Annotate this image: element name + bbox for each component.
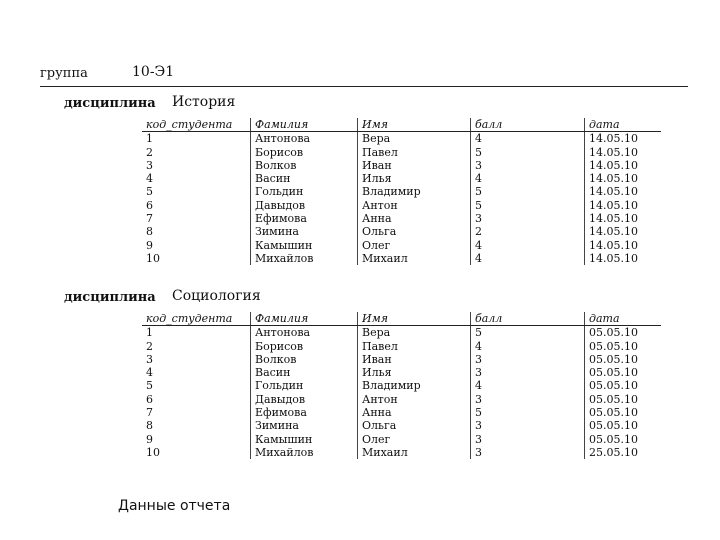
- table-row: [142, 146, 661, 159]
- discipline-value: История: [172, 94, 236, 110]
- cell-student-id: 5: [142, 185, 251, 198]
- cell-score: 2: [471, 225, 585, 238]
- cell-student-id: 4: [142, 366, 251, 379]
- cell-score: 3: [471, 433, 585, 446]
- cell-first-name: Олег: [358, 239, 471, 252]
- cell-first-name: Антон: [358, 393, 471, 406]
- cell-student-id: 8: [142, 419, 251, 432]
- column-header-first-name: Имя: [358, 118, 471, 132]
- cell-last-name: Антонова: [251, 326, 358, 340]
- cell-date: 14.05.10: [589, 212, 638, 226]
- cell-student-id: 10: [142, 446, 251, 459]
- cell-last-name: Давыдов: [251, 199, 358, 212]
- cell-score: 5: [471, 185, 585, 198]
- cell-first-name: Павел: [358, 146, 471, 159]
- cell-date: 05.05.10: [589, 379, 638, 393]
- cell-first-name: Антон: [358, 199, 471, 212]
- discipline-label: дисциплина: [64, 290, 156, 305]
- cell-student-id: 3: [142, 159, 251, 172]
- cell-student-id: 2: [142, 146, 251, 159]
- discipline-label: дисциплина: [64, 96, 156, 111]
- cell-score: 3: [471, 446, 585, 459]
- cell-first-name: Владимир: [358, 185, 471, 198]
- table-row: [142, 446, 661, 459]
- cell-last-name: Ефимова: [251, 406, 358, 419]
- cell-date: 14.05.10: [589, 198, 638, 212]
- discipline-value: Социология: [172, 288, 261, 304]
- cell-first-name: Павел: [358, 340, 471, 353]
- table-row: [142, 225, 661, 238]
- cell-date: 14.05.10: [589, 185, 638, 199]
- table-header-row: [142, 312, 661, 326]
- cell-date: 25.05.10: [589, 445, 638, 459]
- table-row: [142, 433, 661, 446]
- cell-date: 14.05.10: [589, 145, 638, 159]
- table-row: [142, 185, 661, 198]
- cell-first-name: Ольга: [358, 225, 471, 238]
- group-label: группа: [40, 66, 88, 81]
- grades-table: [142, 118, 661, 265]
- cell-date: 14.05.10: [589, 225, 638, 239]
- table-header-row: [142, 118, 661, 132]
- cell-score: 4: [471, 132, 585, 146]
- cell-first-name: Владимир: [358, 379, 471, 392]
- table-row: [142, 393, 661, 406]
- cell-date: 05.05.10: [589, 326, 638, 340]
- cell-last-name: Зимина: [251, 225, 358, 238]
- cell-last-name: Васин: [251, 366, 358, 379]
- cell-student-id: 3: [142, 353, 251, 366]
- cell-student-id: 7: [142, 406, 251, 419]
- cell-student-id: 2: [142, 340, 251, 353]
- cell-first-name: Вера: [358, 326, 471, 340]
- cell-first-name: Вера: [358, 132, 471, 146]
- cell-first-name: Иван: [358, 159, 471, 172]
- cell-score: 3: [471, 419, 585, 432]
- cell-date: 14.05.10: [589, 132, 638, 146]
- cell-last-name: Гольдин: [251, 379, 358, 392]
- table-row: [142, 132, 661, 146]
- cell-first-name: Иван: [358, 353, 471, 366]
- cell-first-name: Илья: [358, 366, 471, 379]
- column-header-date: дата: [585, 118, 662, 132]
- cell-date: 05.05.10: [589, 406, 638, 420]
- cell-score: 5: [471, 326, 585, 340]
- table-row: [142, 379, 661, 392]
- column-header-first-name: Имя: [358, 312, 471, 326]
- column-header-score: балл: [471, 118, 585, 132]
- cell-student-id: 10: [142, 252, 251, 265]
- cell-last-name: Камышин: [251, 433, 358, 446]
- cell-first-name: Ольга: [358, 419, 471, 432]
- cell-score: 3: [471, 353, 585, 366]
- cell-student-id: 4: [142, 172, 251, 185]
- cell-student-id: 6: [142, 393, 251, 406]
- cell-student-id: 9: [142, 433, 251, 446]
- column-header-student-id: код_студента: [142, 118, 251, 132]
- cell-last-name: Волков: [251, 159, 358, 172]
- cell-date: 05.05.10: [589, 419, 638, 433]
- cell-student-id: 9: [142, 239, 251, 252]
- table-row: [142, 419, 661, 432]
- cell-first-name: Михаил: [358, 446, 471, 459]
- cell-date: 14.05.10: [589, 158, 638, 172]
- table-row: [142, 406, 661, 419]
- cell-last-name: Борисов: [251, 146, 358, 159]
- cell-last-name: Михайлов: [251, 252, 358, 265]
- cell-last-name: Антонова: [251, 132, 358, 146]
- cell-date: 14.05.10: [589, 251, 638, 265]
- cell-first-name: Олег: [358, 433, 471, 446]
- table-row: [142, 212, 661, 225]
- cell-last-name: Ефимова: [251, 212, 358, 225]
- table-row: [142, 252, 661, 265]
- group-value: 10-Э1: [132, 64, 175, 80]
- cell-student-id: 7: [142, 212, 251, 225]
- cell-score: 5: [471, 146, 585, 159]
- cell-date: 14.05.10: [589, 172, 638, 186]
- table-row: [142, 366, 661, 379]
- table-row: [142, 340, 661, 353]
- cell-date: 05.05.10: [589, 392, 638, 406]
- cell-score: 4: [471, 239, 585, 252]
- cell-first-name: Михаил: [358, 252, 471, 265]
- cell-first-name: Анна: [358, 212, 471, 225]
- cell-student-id: 6: [142, 199, 251, 212]
- cell-date: 05.05.10: [589, 366, 638, 380]
- cell-first-name: Анна: [358, 406, 471, 419]
- cell-date: 05.05.10: [589, 339, 638, 353]
- cell-date: 05.05.10: [589, 352, 638, 366]
- cell-last-name: Камышин: [251, 239, 358, 252]
- cell-score: 4: [471, 252, 585, 265]
- column-header-score: балл: [471, 312, 585, 326]
- cell-date: 14.05.10: [589, 238, 638, 252]
- table-row: [142, 326, 661, 340]
- cell-date: 05.05.10: [589, 432, 638, 446]
- cell-score: 3: [471, 393, 585, 406]
- column-header-student-id: код_студента: [142, 312, 251, 326]
- cell-last-name: Гольдин: [251, 185, 358, 198]
- table-row: [142, 159, 661, 172]
- column-header-last-name: Фамилия: [251, 118, 358, 132]
- cell-student-id: 5: [142, 379, 251, 392]
- cell-score: 3: [471, 366, 585, 379]
- cell-student-id: 8: [142, 225, 251, 238]
- grades-table: [142, 312, 661, 459]
- cell-first-name: Илья: [358, 172, 471, 185]
- cell-score: 3: [471, 159, 585, 172]
- group-header: [40, 64, 688, 87]
- cell-score: 4: [471, 379, 585, 392]
- cell-last-name: Волков: [251, 353, 358, 366]
- cell-last-name: Давыдов: [251, 393, 358, 406]
- cell-score: 3: [471, 212, 585, 225]
- column-header-date: дата: [585, 312, 662, 326]
- cell-last-name: Васин: [251, 172, 358, 185]
- cell-score: 4: [471, 172, 585, 185]
- cell-last-name: Борисов: [251, 340, 358, 353]
- table-row: [142, 353, 661, 366]
- table-row: [142, 239, 661, 252]
- cell-student-id: 1: [142, 326, 251, 340]
- cell-score: 5: [471, 406, 585, 419]
- cell-score: 4: [471, 340, 585, 353]
- table-row: [142, 199, 661, 212]
- cell-last-name: Михайлов: [251, 446, 358, 459]
- cell-student-id: 1: [142, 132, 251, 146]
- cell-last-name: Зимина: [251, 419, 358, 432]
- table-row: [142, 172, 661, 185]
- column-header-last-name: Фамилия: [251, 312, 358, 326]
- cell-score: 5: [471, 199, 585, 212]
- report-caption: Данные отчета: [118, 498, 231, 514]
